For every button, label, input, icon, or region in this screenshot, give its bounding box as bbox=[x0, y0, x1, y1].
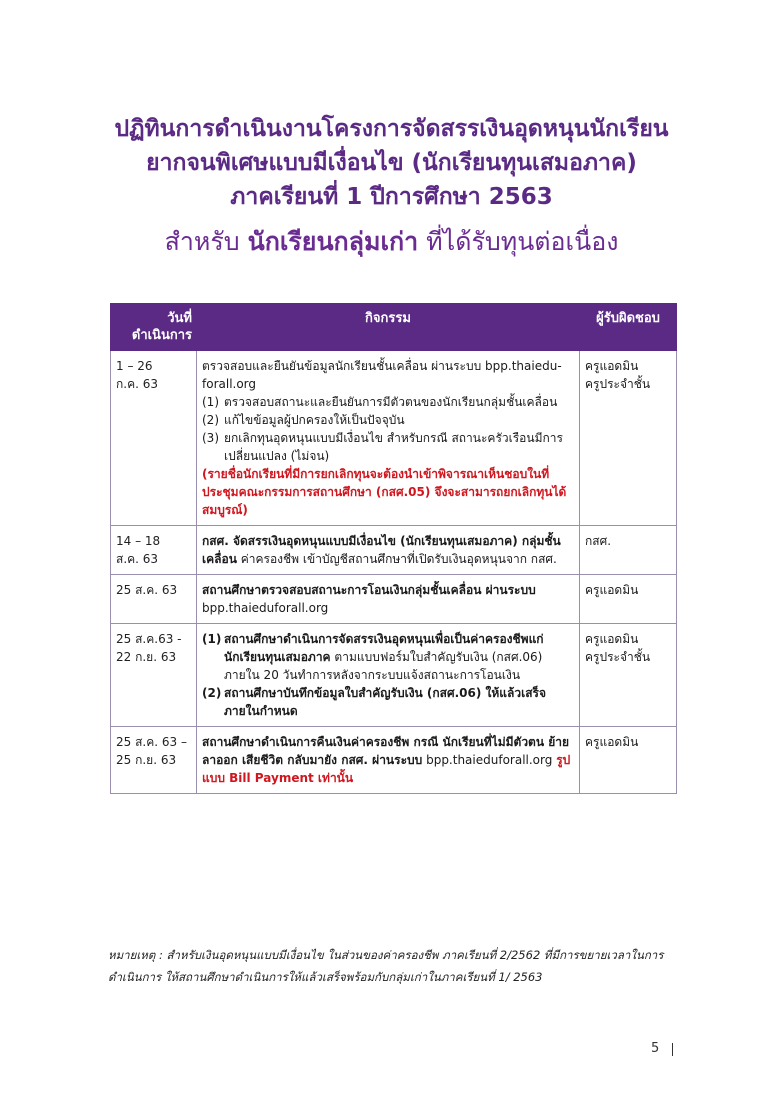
table-row bbox=[111, 526, 677, 575]
row-date: 14 – 18 ส.ค. 63 bbox=[111, 526, 197, 575]
row-responsible: ครูแอดมิน bbox=[580, 727, 677, 794]
subtitle-prefix: สำหรับ bbox=[164, 227, 248, 256]
item-text: ตามแบบฟอร์มใบสำคัญรับเงิน (กสศ.06) ภายใน 20 วันทำการหลังจากระบบแจ้งสถานะการโอนเงิน bbox=[224, 650, 543, 682]
activity-text: ค่าครองชีพ เข้าบัญชีสถานศึกษาที่เปิดรับเงินอุดหนุนจาก กสศ. bbox=[236, 552, 557, 566]
activity-item bbox=[202, 684, 574, 720]
item-number: (2) bbox=[202, 413, 219, 427]
header-activity: กิจกรรม bbox=[197, 304, 580, 351]
row-activity bbox=[197, 526, 580, 575]
activity-warning: รูปแบบ Bill Payment เท่านั้น bbox=[202, 753, 571, 785]
row-responsible: กสศ. bbox=[580, 526, 677, 575]
item-text: ตรวจสอบสถานะและยืนยันการมีตัวตนของนักเรียนกลุ่มชั้นเคลื่อน bbox=[224, 395, 558, 409]
page-number-divider bbox=[672, 1043, 673, 1056]
footnote: หมายเหตุ : สำหรับเงินอุดหนุนแบบมีเงื่อนไข ในส่วนของค่าครองชีพ ภาคเรียนที่ 2/2562 ที่มีการขยายเวลาในการดำเนินการ ให้สถานศึกษาดำเนินการให้แล้วเสร็จพร้อมกับกลุ่มเก่าในภาคเรียนที่ 1/ 2563 bbox=[108, 948, 664, 984]
item-number: (2) bbox=[202, 686, 222, 700]
activity-item bbox=[202, 429, 574, 465]
item-bold-text: สถานศึกษาบันทึกข้อมูลใบสำคัญรับเงิน (กสศ.06) ให้แล้วเสร็จภายในกำหนด bbox=[224, 686, 547, 718]
activity-bold-text: สถานศึกษาตรวจสอบสถานะการโอนเงินกลุ่มชั้นเคลื่อน ผ่านระบบ bbox=[202, 583, 536, 597]
item-text: ยกเลิกทุนอุดหนุนแบบมีเงื่อนไข สำหรับกรณี สถานะครัวเรือนมีการเปลี่ยนแปลง (ไม่จน) bbox=[224, 431, 563, 463]
item-text: แก้ไขข้อมูลผู้ปกครองให้เป็นปัจจุบัน bbox=[224, 413, 405, 427]
activity-text: bpp.thaieduforall.org bbox=[422, 753, 557, 767]
title-line-2: ยากจนพิเศษแบบมีเงื่อนไข (นักเรียนทุนเสมอภาค) bbox=[146, 150, 637, 176]
table-row bbox=[111, 351, 677, 526]
item-number: (3) bbox=[202, 431, 219, 445]
table-row bbox=[111, 624, 677, 727]
activity-item bbox=[202, 630, 574, 684]
document-title bbox=[0, 112, 783, 214]
row-date: 25 ส.ค.63 - 22 ก.ย. 63 bbox=[111, 624, 197, 727]
item-bold-text: สถานศึกษาดำเนินการจัดสรรเงินอุดหนุนเพื่อเป็นค่าครองชีพแก่นักเรียนทุนเสมอภาค bbox=[224, 632, 544, 664]
activity-text: bpp.thaieduforall.org bbox=[202, 601, 329, 615]
table-header-row bbox=[111, 304, 677, 351]
document-subtitle bbox=[0, 224, 783, 260]
title-line-1: ปฏิทินการดำเนินงานโครงการจัดสรรเงินอุดหนุนนักเรียน bbox=[114, 116, 669, 142]
row-activity bbox=[197, 575, 580, 624]
subtitle-suffix: ที่ได้รับทุนต่อเนื่อง bbox=[418, 227, 619, 256]
item-number: (1) bbox=[202, 632, 222, 646]
table-row bbox=[111, 575, 677, 624]
header-date: วันที่ ดำเนินการ bbox=[111, 304, 197, 351]
activity-intro: ตรวจสอบและยืนยันข้อมูลนักเรียนชั้นเคลื่อน ผ่านระบบ bpp.thaiedu-forall.org bbox=[202, 359, 562, 391]
item-number: (1) bbox=[202, 395, 219, 409]
row-activity bbox=[197, 727, 580, 794]
activity-item bbox=[202, 411, 574, 429]
subtitle-emphasis: นักเรียนกลุ่มเก่า bbox=[247, 227, 419, 256]
row-responsible: ครูแอดมิน ครูประจำชั้น bbox=[580, 624, 677, 727]
header-responsible: ผู้รับผิดชอบ bbox=[580, 304, 677, 351]
activity-bold-text: กสศ. จัดสรรเงินอุดหนุนแบบมีเงื่อนไข (นักเรียนทุนเสมอภาค) กลุ่มชั้นเคลื่อน bbox=[202, 534, 561, 566]
activity-warning: (รายชื่อนักเรียนที่มีการยกเลิกทุนจะต้องนำเข้าพิจารณาเห็นชอบในที่ประชุมคณะกรรมการสถานศึกษา (กสศ.05) จึงจะสามารถยกเลิกทุนได้สมบูรณ์) bbox=[202, 467, 567, 517]
page-number: 5 bbox=[651, 1041, 660, 1056]
activity-bold-text: สถานศึกษาดำเนินการคืนเงินค่าครองชีพ กรณี นักเรียนที่ไม่มีตัวตน ย้าย ลาออก เสียชีวิต กลับมายัง กสศ. ผ่านระบบ bbox=[202, 735, 570, 767]
row-date: 1 – 26 ก.ค. 63 bbox=[111, 351, 197, 526]
title-line-3: ภาคเรียนที่ 1 ปีการศึกษา 2563 bbox=[230, 184, 553, 210]
row-responsible: ครูแอดมิน bbox=[580, 575, 677, 624]
activity-item bbox=[202, 393, 574, 411]
schedule-table bbox=[110, 303, 677, 794]
row-date: 25 ส.ค. 63 – 25 ก.ย. 63 bbox=[111, 727, 197, 794]
row-activity bbox=[197, 351, 580, 526]
row-date: 25 ส.ค. 63 bbox=[111, 575, 197, 624]
row-responsible: ครูแอดมิน ครูประจำชั้น bbox=[580, 351, 677, 526]
row-activity bbox=[197, 624, 580, 727]
table-row bbox=[111, 727, 677, 794]
